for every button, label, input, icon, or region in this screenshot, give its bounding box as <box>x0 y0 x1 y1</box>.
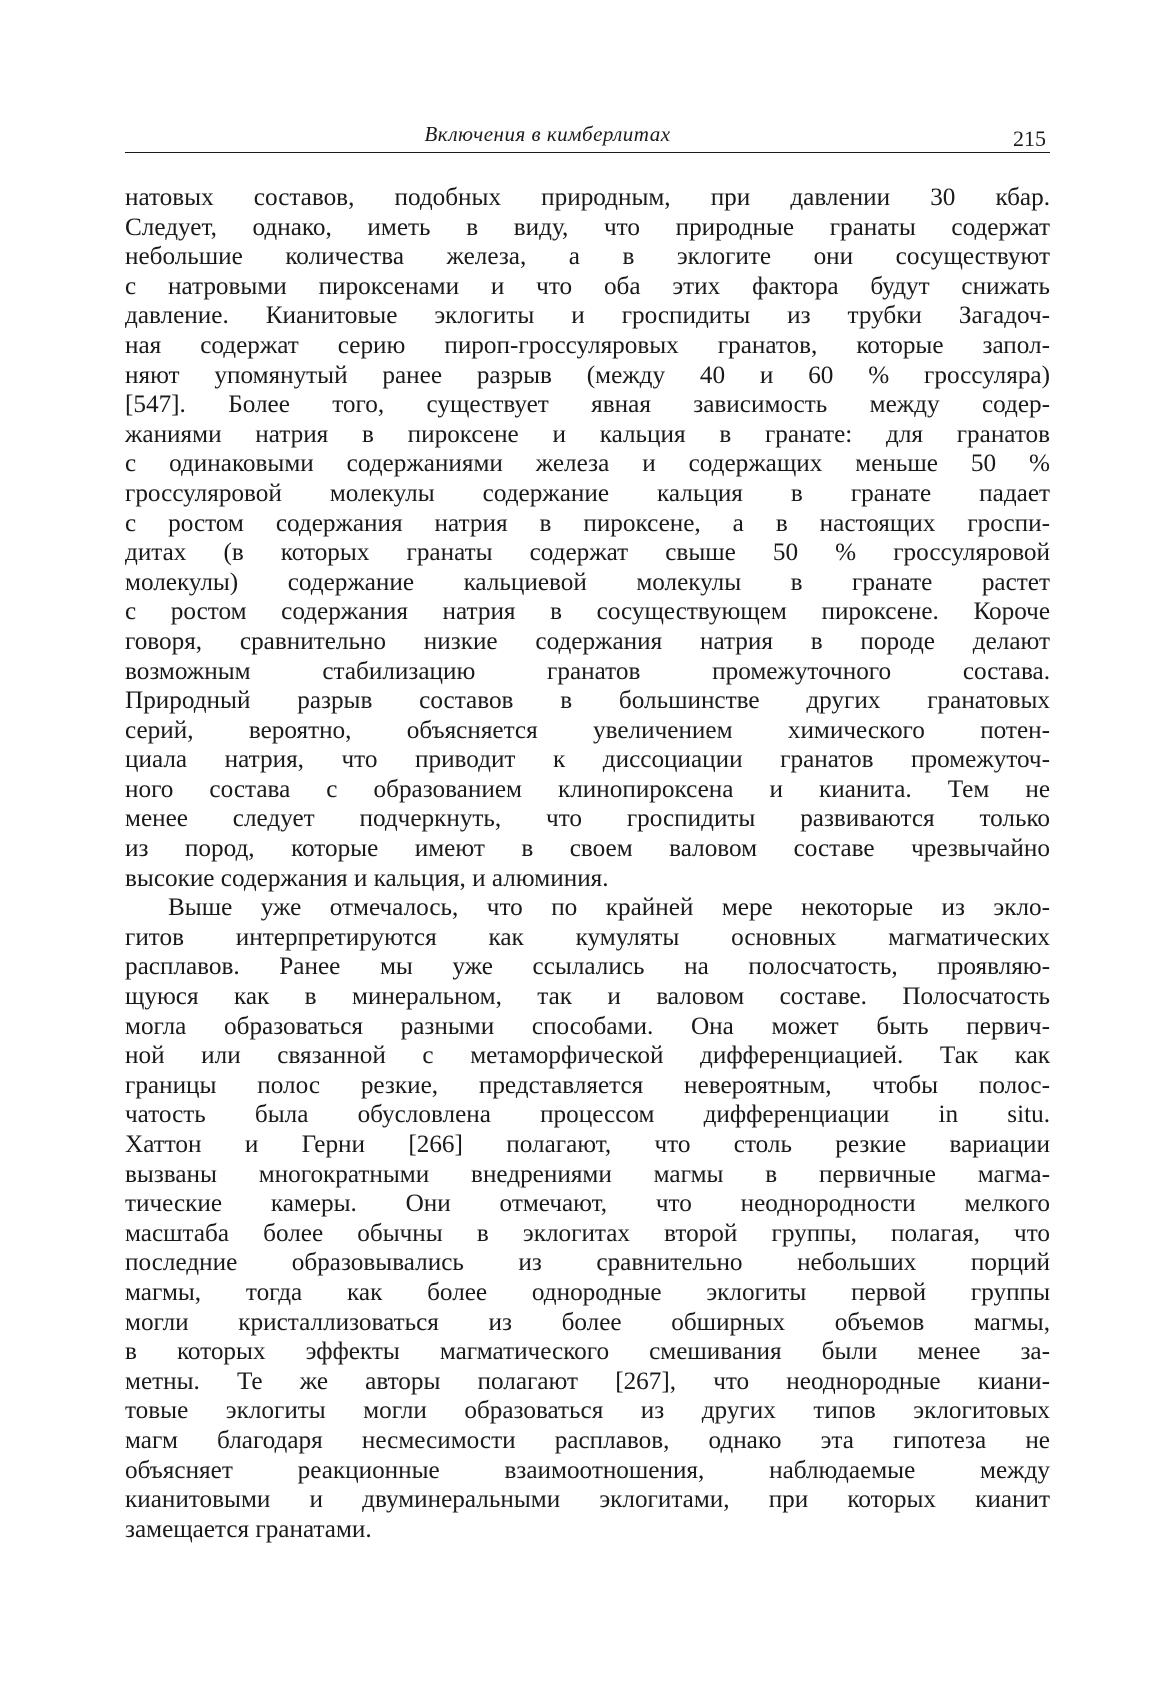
text-line: Выше уже отмечалось, что по крайней мере некоторые из экло- <box>168 894 1050 922</box>
header-rule <box>125 152 1050 153</box>
text-line: циала натрия, что приводит к диссоциации гранатов промежуточ- <box>125 746 1050 774</box>
text-line: ная содержат серию пироп-гроссуляровых гранатов, которые запол- <box>125 331 1050 359</box>
paragraph-2 <box>125 893 1050 1544</box>
text-line: объясняет реакционные взаимоотношения, наблюдаемые между <box>125 1456 1050 1484</box>
text-line: товые эклогиты могли образоваться из других типов эклогитовых <box>125 1397 1050 1425</box>
text-line: высокие содержания и кальция, и алюминия. <box>125 864 609 892</box>
running-title: Включения в кимберлитах <box>424 122 671 146</box>
text-line: могли кристаллизоваться из более обширных объемов магмы, <box>125 1308 1050 1336</box>
text-line: метны. Те же авторы полагают [267], что неоднородные киани- <box>125 1367 1050 1395</box>
running-head <box>125 118 1050 152</box>
text-line: давление. Кианитовые эклогиты и гроспидиты из трубки Загадоч- <box>125 302 1050 330</box>
text-line: в которых эффекты магматического смешивания были менее за- <box>125 1338 1050 1366</box>
text-line: жаниями натрия в пироксене и кальция в гранате: для гранатов <box>125 420 1050 448</box>
text-line: магмы, тогда как более однородные эклогиты первой группы <box>125 1278 1050 1306</box>
text-line: кианитовыми и двуминеральными эклогитами, при которых кианит <box>125 1486 1050 1514</box>
text-line: натовых составов, подобных природным, при давлении 30 кбар. <box>125 184 1050 211</box>
text-line: ной или связанной с метаморфической дифференциацией. Так как <box>125 1042 1050 1070</box>
text-line: Следует, однако, иметь в виду, что природные гранаты содержат <box>125 213 1050 241</box>
text-line: с ростом содержания натрия в сосуществующем пироксене. Короче <box>125 598 1050 626</box>
body-text <box>125 183 1050 1544</box>
page-number: 215 <box>1013 126 1046 151</box>
text-line: последние образовывались из сравнительно небольших порций <box>125 1249 1050 1277</box>
text-line: ного состава с образованием клинопироксена и кианита. Тем не <box>125 775 1050 803</box>
text-line: Природный разрыв составов в большинстве других гранатовых <box>125 687 1050 715</box>
text-line: гитов интерпретируются как кумуляты основных магматических <box>125 923 1050 951</box>
text-line: молекулы) содержание кальциевой молекулы в гранате растет <box>125 568 1050 596</box>
text-line: няют упомянутый ранее разрыв (между 40 и 60 % гроссуляра) <box>125 361 1050 389</box>
text-line: Хаттон и Герни [266] полагают, что столь резкие вариации <box>125 1131 1050 1158</box>
text-line: с ростом содержания натрия в пироксене, а в настоящих гроспи- <box>125 509 1050 537</box>
text-line: с одинаковыми содержаниями железа и содержащих меньше 50 % <box>125 450 1050 478</box>
text-line: щуюся как в минеральном, так и валовом составе. Полосчатость <box>125 983 1050 1011</box>
text-line: дитах (в которых гранаты содержат свыше 50 % гроссуляровой <box>125 539 1050 567</box>
text-line: возможным стабилизацию гранатов промежуточного состава. <box>125 657 1050 685</box>
text-line: гроссуляровой молекулы содержание кальция в гранате падает <box>125 479 1050 507</box>
text-line: магм благодаря несмесимости расплавов, однако эта гипотеза не <box>125 1426 1050 1454</box>
text-line: менее следует подчеркнуть, что гроспидиты развиваются только <box>125 805 1050 833</box>
text-line: расплавов. Ранее мы уже ссылались на полосчатость, проявляю- <box>125 953 1050 981</box>
text-line: [547]. Более того, существует явная зависимость между содер- <box>125 391 1050 419</box>
text-line: говоря, сравнительно низкие содержания натрия в породе делают <box>125 627 1050 655</box>
text-line: вызваны многократными внедрениями магмы в первичные магма- <box>125 1160 1050 1188</box>
paragraph-1 <box>125 183 1050 893</box>
text-line: тические камеры. Они отмечают, что неоднородности мелкого <box>125 1190 1050 1218</box>
text-line: серий, вероятно, объясняется увеличением химического потен- <box>125 716 1050 744</box>
text-line: могла образоваться разными способами. Она может быть первич- <box>125 1012 1050 1040</box>
text-line: замещается гранатами. <box>125 1515 372 1543</box>
text-line: из пород, которые имеют в своем валовом составе чрезвычайно <box>125 835 1050 863</box>
text-line: чатость была обусловлена процессом дифференциации in situ. <box>125 1101 1050 1129</box>
text-line: масштаба более обычны в эклогитах второй группы, полагая, что <box>125 1219 1050 1247</box>
text-line: небольшие количества железа, а в эклогите они сосуществуют <box>125 243 1050 271</box>
text-line: с натровыми пироксенами и что оба этих фактора будут снижать <box>125 272 1050 300</box>
text-line: границы полос резкие, представляется невероятным, чтобы полос- <box>125 1071 1050 1099</box>
